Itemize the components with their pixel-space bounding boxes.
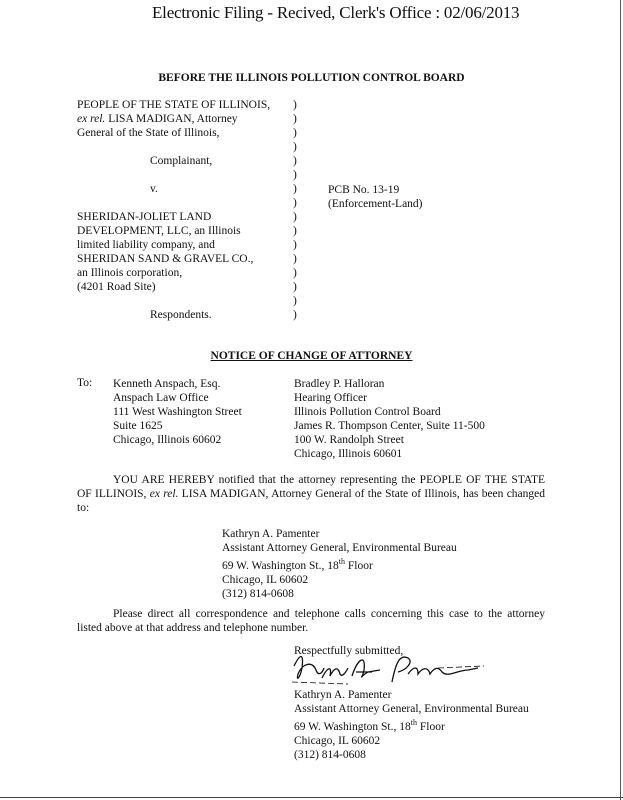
address-text: 69 W. Washington St., 18 xyxy=(222,559,339,572)
paren: ) xyxy=(293,197,297,209)
recipient-line: Anspach Law Office xyxy=(113,392,209,404)
paren: ) xyxy=(293,211,297,223)
respectfully-submitted: Respectfully submitted, xyxy=(294,645,404,657)
board-title: BEFORE THE ILLINOIS POLLUTION CONTROL BOARD xyxy=(158,72,465,84)
respondent-line: limited liability company, and xyxy=(77,239,215,251)
caption-respondents xyxy=(77,210,253,294)
caption-parenthesis-column xyxy=(293,98,297,322)
respondent-line: SHERIDAN-JOLIET LAND xyxy=(77,211,212,223)
plaintiff-line: PEOPLE OF THE STATE OF ILLINOIS, xyxy=(77,99,271,111)
recipient-line: 111 West Washington Street xyxy=(113,406,242,418)
paren: ) xyxy=(293,309,297,321)
respondent-line: DEVELOPMENT, LLC, an Illinois xyxy=(77,225,241,237)
recipient-line: James R. Thompson Center, Suite 11-500 xyxy=(294,420,485,432)
attorney-city: Chicago, IL 60602 xyxy=(222,573,309,586)
respondent-line: an Illinois corporation, xyxy=(77,267,183,279)
paren: ) xyxy=(293,267,297,279)
recipient-line: Kenneth Anspach, Esq. xyxy=(113,378,221,390)
recipient-line: Bradley P. Halloran xyxy=(294,378,385,390)
signer-phone: (312) 814-0608 xyxy=(294,748,366,761)
paren: ) xyxy=(293,155,297,167)
ex-rel-italic: ex rel. xyxy=(77,113,106,125)
respondent-line: (4201 Road Site) xyxy=(77,281,156,293)
paren: ) xyxy=(293,239,297,251)
ex-rel-italic: ex rel. xyxy=(149,488,179,500)
scan-edge-bottom xyxy=(0,797,623,798)
notice-title: NOTICE OF CHANGE OF ATTORNEY xyxy=(210,350,413,362)
versus: v. xyxy=(150,183,158,195)
signer-name: Kathryn A. Pamenter xyxy=(294,689,392,701)
recipient-anspach xyxy=(113,377,242,447)
signature-block xyxy=(294,688,529,762)
plaintiff-line: General of the State of Illinois, xyxy=(77,127,220,139)
paren: ) xyxy=(293,281,297,293)
notice-paragraph xyxy=(77,473,545,515)
closing-paragraph: Please direct all correspondence and telephone calls concerning this case to the attorney listed above at that address and telephone number. xyxy=(77,608,545,634)
case-number: PCB No. 13-19 xyxy=(328,184,400,196)
scan-edge-right xyxy=(620,0,621,800)
attorney-phone: (312) 814-0608 xyxy=(222,587,294,600)
paren: ) xyxy=(293,225,297,237)
paren: ) xyxy=(293,141,297,153)
complainant-role: Complainant, xyxy=(150,155,213,167)
paragraph-text: YOU ARE HEREBY notified that the attorney representing the PEOPLE OF THE STATE OF ILLINOIS, xyxy=(77,474,545,500)
address-text: 69 W. Washington St., 18 xyxy=(294,720,411,733)
case-type: (Enforcement-Land) xyxy=(328,198,423,210)
electronic-filing-stamp: Electronic Filing - Recived, Clerk's Office : 02/06/2013 xyxy=(152,3,520,22)
signer-city: Chicago, IL 60602 xyxy=(294,734,381,747)
recipient-line: Suite 1625 xyxy=(113,420,163,432)
recipient-line: 100 W. Randolph Street xyxy=(294,434,404,446)
recipient-halloran xyxy=(294,377,485,461)
paren: ) xyxy=(293,295,297,307)
attorney-address xyxy=(222,555,457,573)
paren: ) xyxy=(293,169,297,181)
signer-address xyxy=(294,716,529,734)
paren: ) xyxy=(293,183,297,195)
paren: ) xyxy=(293,253,297,265)
address-sup: th xyxy=(338,557,345,566)
paragraph-text: LISA MADIGAN, Attorney General of the State of Illinois, has been changed to: xyxy=(77,488,546,514)
plaintiff-line: ex rel. LISA MADIGAN, Attorney xyxy=(77,113,238,125)
address-sup: th xyxy=(410,718,417,727)
recipient-line: Hearing Officer xyxy=(294,392,367,404)
recipient-line: Chicago, Illinois 60601 xyxy=(294,448,403,460)
signer-title: Assistant Attorney General, Environmental Bureau xyxy=(294,703,529,715)
handwritten-signature xyxy=(288,648,488,690)
attorney-title: Assistant Attorney General, Environmental Bureau xyxy=(222,542,457,554)
caption-plaintiff xyxy=(77,98,270,140)
paren: ) xyxy=(293,99,297,111)
attorney-name: Kathryn A. Pamenter xyxy=(222,528,320,540)
case-info xyxy=(328,183,423,211)
respondent-line: SHERIDAN SAND & GRAVEL CO., xyxy=(77,253,254,265)
respondents-role: Respondents. xyxy=(150,309,212,321)
recipient-line: Chicago, Illinois 60602 xyxy=(113,434,222,446)
address-text: Floor xyxy=(345,559,373,572)
recipient-line: Illinois Pollution Control Board xyxy=(294,406,441,418)
address-text: Floor xyxy=(417,720,445,733)
paren: ) xyxy=(293,127,297,139)
to-label: To: xyxy=(77,377,93,389)
new-attorney-block xyxy=(222,527,457,601)
paren: ) xyxy=(293,113,297,125)
